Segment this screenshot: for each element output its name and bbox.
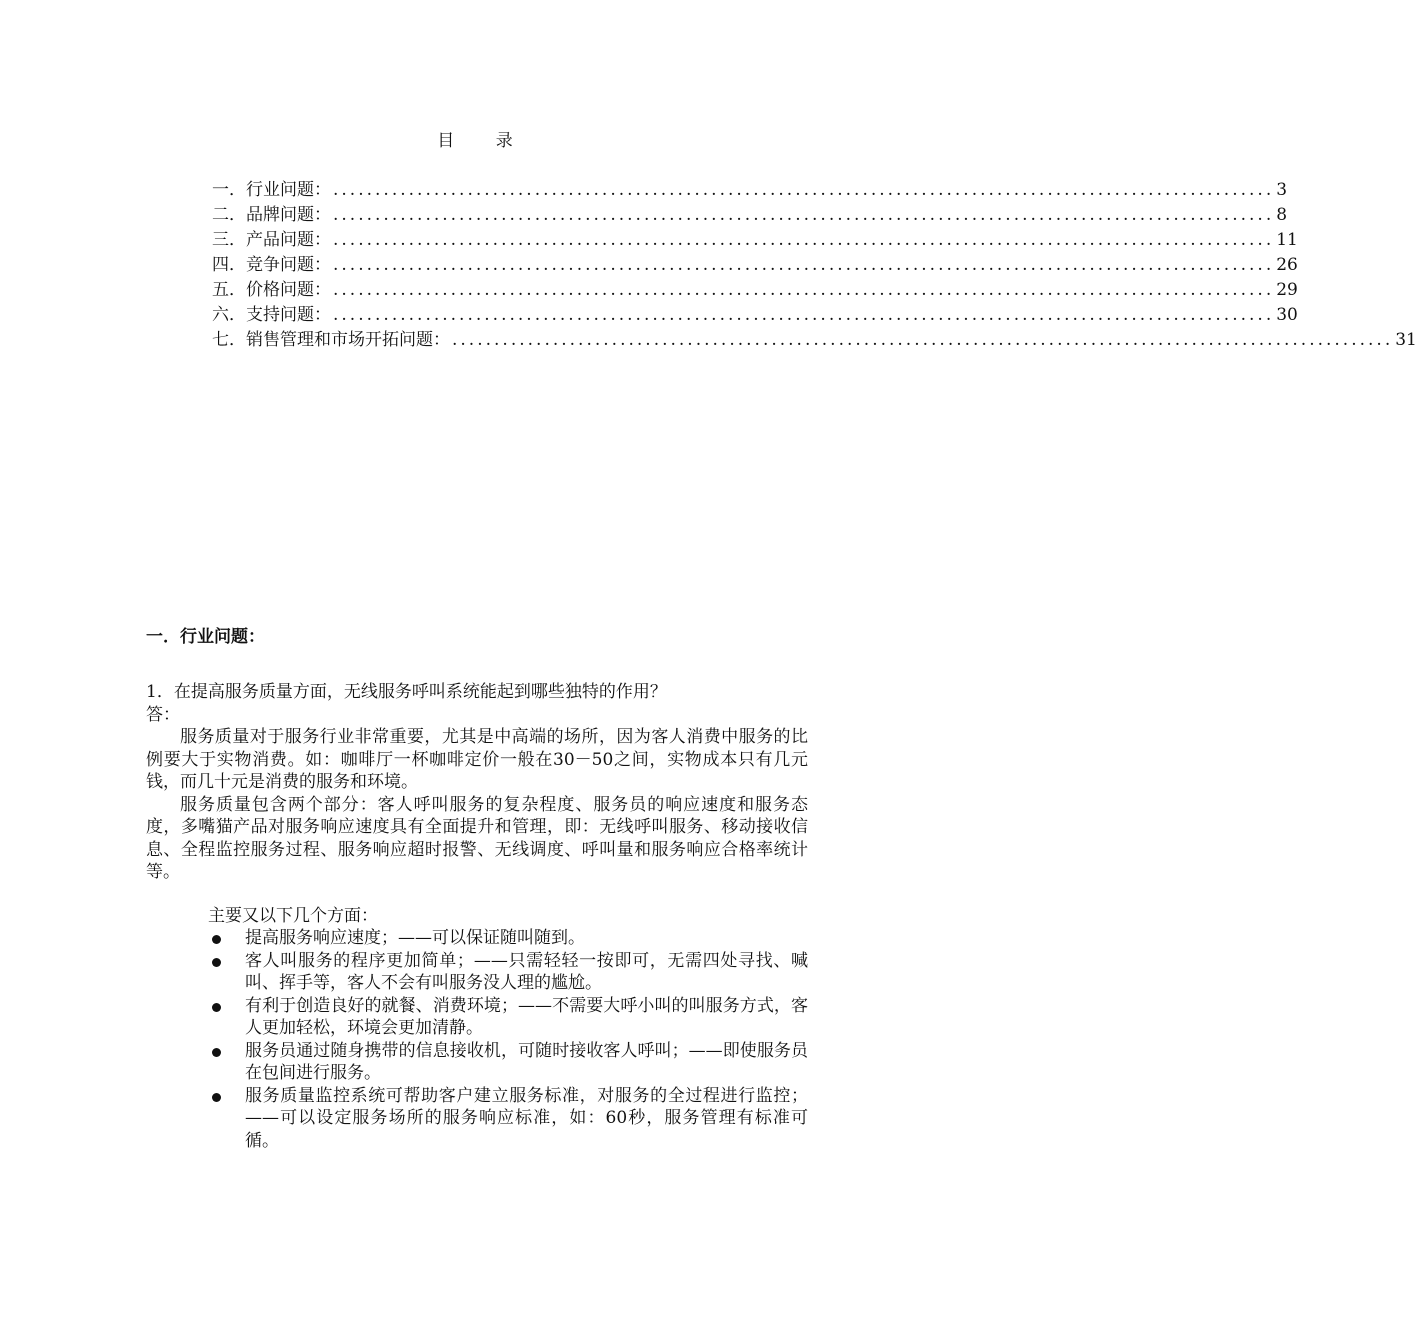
list-item [208, 1040, 808, 1085]
toc-entry[interactable] [212, 253, 1298, 278]
toc-entry-label: 一．行业问题： [212, 180, 331, 200]
toc-leader-dots: ................................................................................................................ [333, 230, 1275, 250]
toc-entry-label: 二．品牌问题： [212, 205, 331, 225]
list-item-text: 提高服务响应速度；——可以保证随叫随到。 [245, 928, 585, 948]
list-item [208, 927, 808, 950]
list-item-text: 有利于创造良好的就餐、消费环境；——不需要大呼小叫的叫服务方式，客人更加轻松，环境会更加清静。 [245, 995, 808, 1038]
list-item-text: 服务质量监控系统可帮助客户建立服务标准，对服务的全过程进行监控；——可以设定服务场所的服务响应标准，如：60秒，服务管理有标准可循。 [245, 1085, 808, 1151]
bullet-list [146, 927, 808, 1152]
answer-paragraph: 服务质量包含两个部分：客人呼叫服务的复杂程度、服务员的响应速度和服务态度，多嘴猫产品对服务响应速度具有全面提升和管理，即：无线呼叫服务、移动接收信息、全程监控服务过程、服务响应超时报警、无线调度、呼叫量和服务响应合格率统计等。 [146, 794, 808, 882]
toc-entry-label: 六．支持问题： [212, 305, 331, 325]
toc-entry[interactable] [212, 328, 1417, 353]
toc-leader-dots: ................................................................................................................ [333, 280, 1275, 300]
list-item [208, 950, 808, 995]
toc-entry-page: 29 [1276, 280, 1298, 300]
toc-entry-page: 8 [1276, 205, 1288, 225]
toc-entry-label: 三．产品问题： [212, 230, 331, 250]
list-item [208, 1085, 808, 1153]
toc-entry[interactable] [212, 303, 1298, 328]
answer-paragraph: 服务质量对于服务行业非常重要，尤其是中高端的场所，因为客人消费中服务的比例要大于实物消费。如：咖啡厅一杯咖啡定价一般在30－50之间，实物成本只有几元钱，而几十元是消费的服务和环境。 [146, 727, 808, 792]
bullet-icon [212, 935, 221, 944]
toc-title: 目 录 [437, 131, 531, 151]
toc-entry[interactable] [212, 278, 1298, 303]
bullet-icon [212, 958, 221, 967]
toc-entry[interactable] [212, 203, 1288, 228]
toc-entry-page: 26 [1276, 255, 1298, 275]
toc-entry-page: 3 [1276, 180, 1288, 200]
toc-entry-label: 四．竞争问题： [212, 255, 331, 275]
section-heading: 一．行业问题： [146, 627, 265, 647]
bullet-icon [212, 1003, 221, 1012]
toc-leader-dots: ................................................................................................................ [333, 305, 1275, 325]
toc-leader-dots: ................................................................................................................ [333, 205, 1275, 225]
section-content [146, 681, 808, 1152]
answer-label: 答： [146, 704, 180, 725]
toc-entry-page: 30 [1276, 305, 1298, 325]
toc-entry-page: 31 [1395, 330, 1417, 350]
table-of-contents [212, 178, 1417, 353]
toc-leader-dots: ................................................................................................................ [333, 180, 1275, 200]
toc-entry[interactable] [212, 178, 1288, 203]
toc-entry[interactable] [212, 228, 1298, 253]
toc-entry-label: 七．销售管理和市场开拓问题： [212, 330, 450, 350]
bullet-icon [212, 1048, 221, 1057]
toc-entry-page: 11 [1276, 230, 1298, 250]
list-item-text: 客人叫服务的程序更加简单；——只需轻轻一按即可，无需四处寻找、喊叫、挥手等，客人不会有叫服务没人理的尴尬。 [245, 950, 808, 993]
toc-entry-label: 五．价格问题： [212, 280, 331, 300]
toc-leader-dots: ................................................................................................................ [452, 330, 1394, 350]
list-item [208, 995, 808, 1040]
bullet-icon [212, 1093, 221, 1102]
sub-heading: 主要又以下几个方面： [208, 905, 378, 926]
toc-leader-dots: ................................................................................................................ [333, 255, 1275, 275]
list-item-text: 服务员通过随身携带的信息接收机，可随时接收客人呼叫；——即使服务员在包间进行服务。 [245, 1040, 808, 1083]
question-text: 1．在提高服务质量方面，无线服务呼叫系统能起到哪些独特的作用？ [146, 682, 667, 702]
